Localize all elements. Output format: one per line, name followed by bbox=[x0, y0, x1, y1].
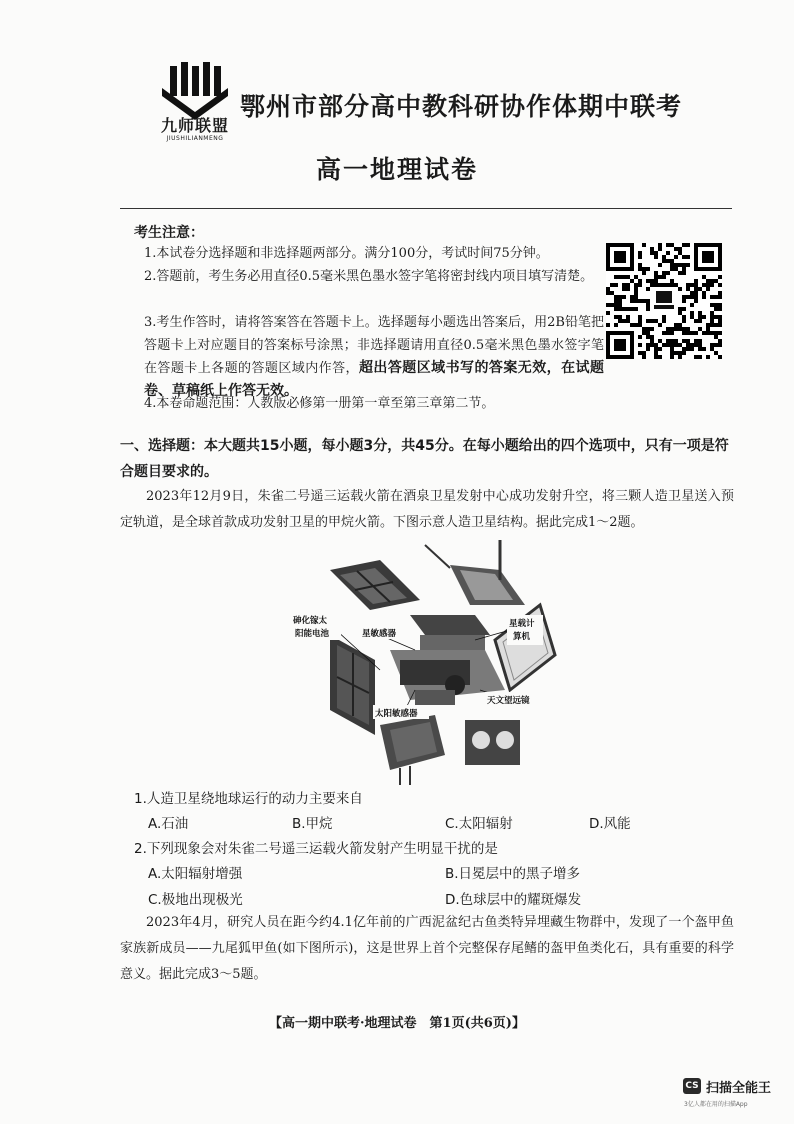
q1-option-a: A.石油 bbox=[148, 816, 189, 832]
camscanner-name: 扫描全能王 bbox=[706, 1081, 772, 1096]
label-gaas-solar-cell: 砷化镓太 bbox=[293, 616, 328, 626]
label-gaas-solar-cell-2: 阳能电池 bbox=[295, 629, 330, 639]
label-star-sensor: 星敏感器 bbox=[362, 629, 397, 639]
notes-heading: 考生注意： bbox=[134, 225, 204, 241]
note-item-text: 3.考生作答时，请将答案答在答题卡上。选择题每小题选出答案后，用2B铅笔把答题卡上对应题目的答案标号涂黑；非选择题请用直径0.5毫米黑色墨水签字笔在答题卡上各题的答题区域内作答， bbox=[144, 315, 604, 376]
logo-text: 九师联盟 bbox=[160, 116, 229, 135]
page-footer: 【高一期中联考·地理试卷 第1页(共6页)】 bbox=[269, 1016, 525, 1031]
note-item bbox=[144, 311, 604, 403]
passage-1: 2023年12月9日，朱雀二号遥三运载火箭在酒泉卫星发射中心成功发射升空，将三颗人造卫星送入预定轨道，是全球首款成功发射卫星的甲烷火箭。下图示意人造卫星结构。据此完成1～2题。 bbox=[120, 489, 734, 530]
q2-option-d: D.色球层中的耀斑爆发 bbox=[445, 892, 582, 908]
paper-title: 高一地理试卷 bbox=[315, 155, 478, 184]
solar-panel-top-left bbox=[330, 560, 420, 610]
question-2-stem: 2.下列现象会对朱雀二号遥三运载火箭发射产生明显干扰的是 bbox=[134, 841, 498, 857]
telescope-panel bbox=[465, 720, 520, 765]
label-sun-sensor: 太阳敏感器 bbox=[375, 709, 418, 719]
camscanner-slogan: 3亿人都在用的扫描App bbox=[684, 1101, 748, 1108]
note-item: 4.本卷命题范围：人教版必修第一册第一章至第三章第二节。 bbox=[144, 396, 495, 411]
q1-option-d: D.风能 bbox=[589, 816, 631, 832]
qr-code-icon bbox=[606, 243, 722, 359]
note-item: 2.答题前，考生务必用直径0.5毫米黑色墨水签字笔将密封线内项目填写清楚。 bbox=[144, 269, 594, 284]
passage-2: 2023年4月，研究人员在距今约4.1亿年前的广西泥盆纪古鱼类特异埋藏生物群中，发现了一个盔甲鱼家族新成员——九尾狐甲鱼(如下图所示)，这是世界上首个完整保存尾鳍的盔甲鱼类化石，具有重要的科学意义。据此完成3～5题。 bbox=[120, 915, 734, 982]
q1-option-b: B.甲烷 bbox=[292, 816, 333, 832]
header-divider bbox=[120, 208, 732, 209]
label-onboard-computer-2: 算机 bbox=[513, 632, 531, 642]
sun-sensor-panel bbox=[380, 715, 445, 785]
satellite-structure-figure bbox=[285, 540, 575, 785]
question-1-stem: 1.人造卫星绕地球运行的动力主要来自 bbox=[134, 791, 363, 807]
q2-option-a: A.太阳辐射增强 bbox=[148, 866, 243, 882]
section-heading: 一、选择题：本大题共15小题，每小题3分，共45分。在每小题给出的四个选项中，只有一项是符合题目要求的。 bbox=[120, 438, 729, 480]
q2-option-b: B.日冕层中的黑子增多 bbox=[445, 866, 581, 882]
note-emphasis: 超出答题区域书写的答案无效，在试题卷、草稿纸上作答无效。 bbox=[144, 360, 604, 399]
solar-panel-top-right bbox=[425, 540, 525, 605]
label-astronomical-telescope: 天文望远镜 bbox=[487, 696, 530, 706]
q1-option-c: C.太阳辐射 bbox=[445, 816, 513, 832]
camscanner-logo-icon: CS bbox=[683, 1078, 701, 1094]
note-item: 1.本试卷分选择题和非选择题两部分。满分100分，考试时间75分钟。 bbox=[144, 246, 549, 261]
q2-option-c: C.极地出现极光 bbox=[148, 892, 243, 908]
exam-title: 鄂州市部分高中教科研协作体期中联考 bbox=[240, 92, 683, 121]
logo-subtext: JIUSHILIANMENG bbox=[166, 135, 224, 142]
gaas-solar-cell-panel bbox=[330, 635, 375, 735]
label-onboard-computer: 星载计 bbox=[509, 619, 535, 629]
